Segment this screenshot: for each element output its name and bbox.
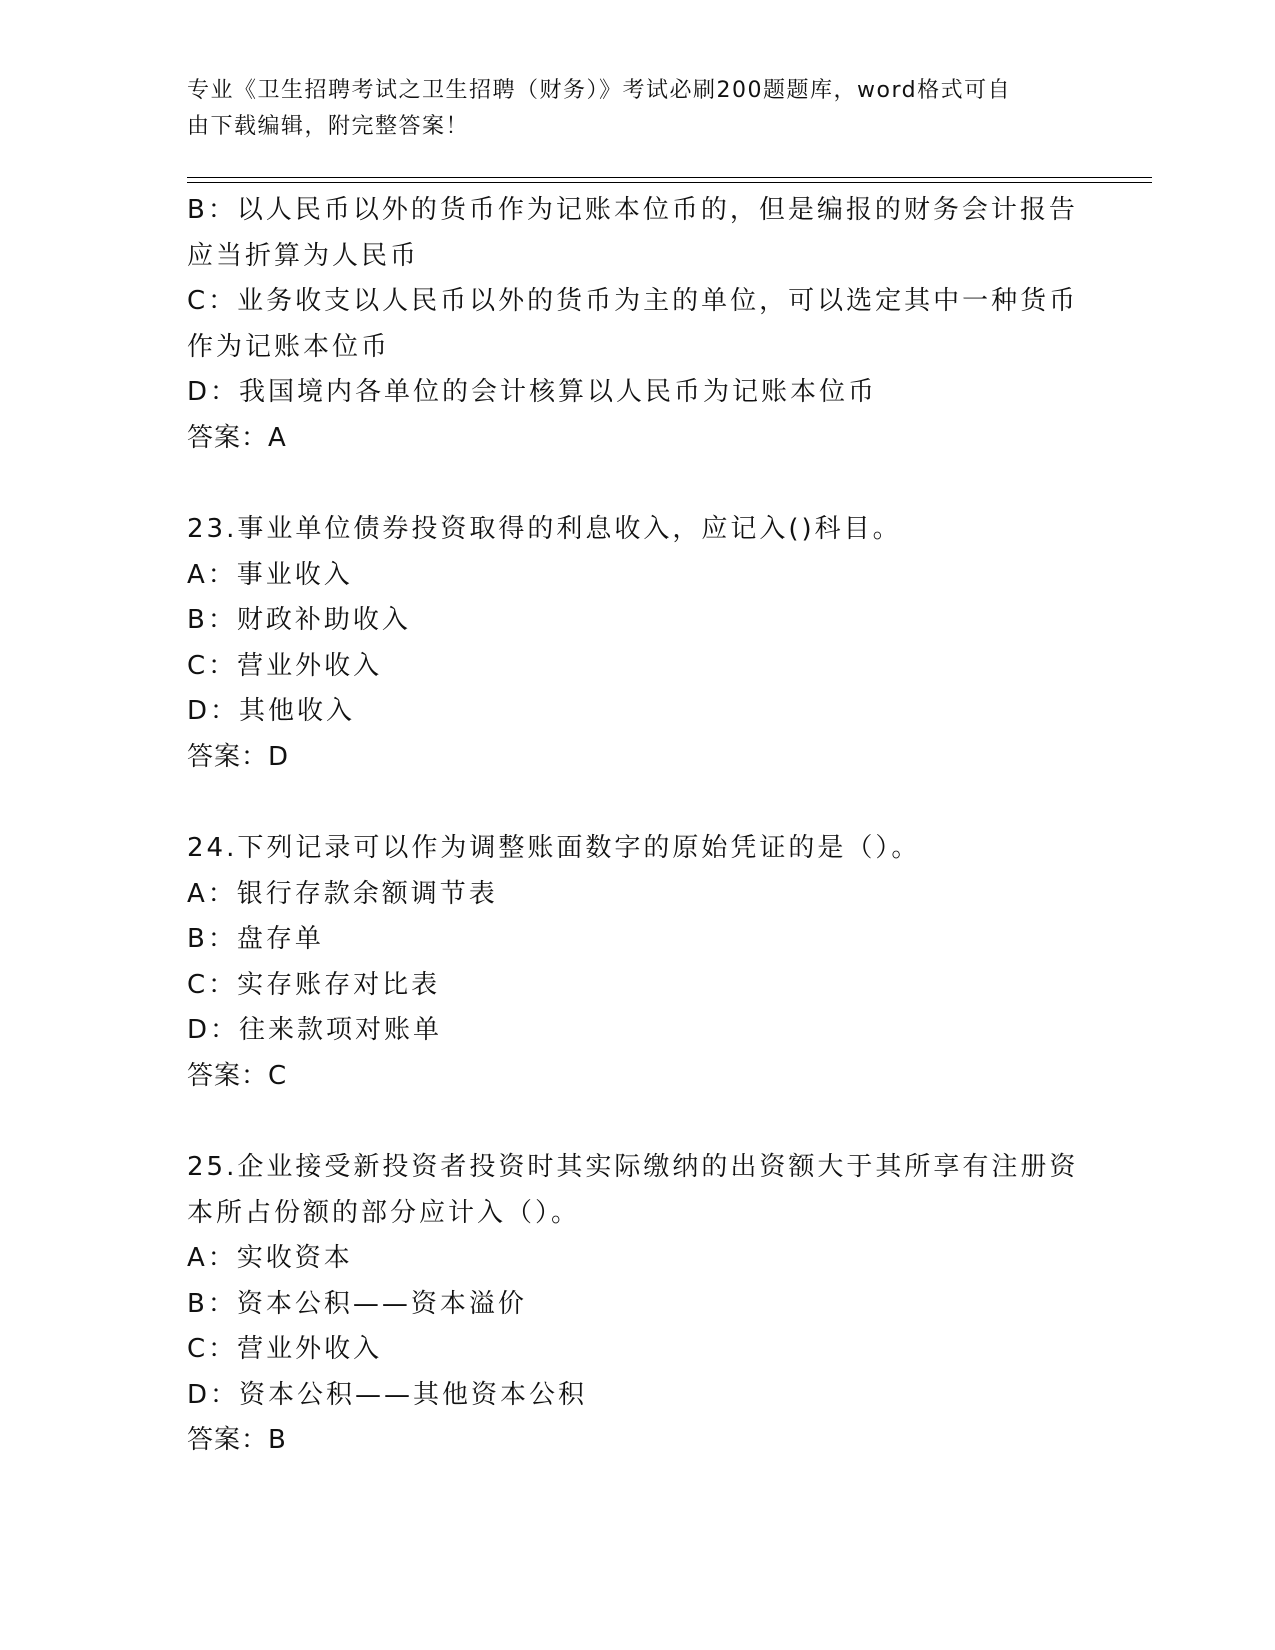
header-line-2: 由下载编辑，附完整答案！ xyxy=(187,114,470,139)
option-c-line-2: 作为记账本位币 xyxy=(187,331,391,362)
header-divider-top xyxy=(187,177,1152,178)
option-b: B：资本公积——资本溢价 xyxy=(187,1288,527,1319)
spacer xyxy=(187,780,1087,826)
question-block-24 xyxy=(187,826,1087,1099)
answer: 答案：B xyxy=(187,1425,287,1455)
option-a: A：事业收入 xyxy=(187,559,353,590)
question-block-23 xyxy=(187,507,1087,780)
option-c: C：营业外收入 xyxy=(187,650,383,681)
question-stem: 23.事业单位债券投资取得的利息收入，应记入()科目。 xyxy=(187,514,902,544)
option-d: D：其他收入 xyxy=(187,696,356,726)
option-b-line-2: 应当折算为人民币 xyxy=(187,240,420,271)
document-header xyxy=(187,73,1067,145)
question-block-prev xyxy=(187,188,1087,461)
question-stem-line-1: 25.企业接受新投资者投资时其实际缴纳的出资额大于其所享有注册资 xyxy=(187,1152,1079,1182)
option-b: B：盘存单 xyxy=(187,924,324,954)
option-d: D：我国境内各单位的会计核算以人民币为记账本位币 xyxy=(187,377,878,407)
option-a: A：银行存款余额调节表 xyxy=(187,878,498,909)
header-line-1: 专业《卫生招聘考试之卫生招聘（财务）》考试必刷200题题库，word格式可自 xyxy=(187,78,1012,103)
option-c: C：营业外收入 xyxy=(187,1334,383,1364)
question-stem: 24.下列记录可以作为调整账面数字的原始凭证的是（）。 xyxy=(187,833,921,863)
answer: 答案：D xyxy=(187,741,290,772)
question-stem-line-2: 本所占份额的部分应计入（）。 xyxy=(187,1197,581,1228)
option-c: C：实存账存对比表 xyxy=(187,969,441,1000)
option-a: A：实收资本 xyxy=(187,1243,353,1273)
option-c-line-1: C：业务收支以人民币以外的货币为主的单位，可以选定其中一种货币 xyxy=(187,286,1079,316)
question-list xyxy=(187,188,1087,1464)
option-b-line-1: B：以人民币以外的货币作为记账本位币的，但是编报的财务会计报告 xyxy=(187,195,1078,225)
spacer xyxy=(187,1099,1087,1145)
option-d: D：资本公积——其他资本公积 xyxy=(187,1379,588,1410)
answer: 答案：A xyxy=(187,422,287,453)
question-block-25 xyxy=(187,1145,1087,1464)
header-divider-bottom xyxy=(187,182,1152,183)
spacer xyxy=(187,461,1087,507)
answer: 答案：C xyxy=(187,1060,288,1091)
option-d: D：往来款项对账单 xyxy=(187,1015,443,1045)
option-b: B：财政补助收入 xyxy=(187,605,411,635)
